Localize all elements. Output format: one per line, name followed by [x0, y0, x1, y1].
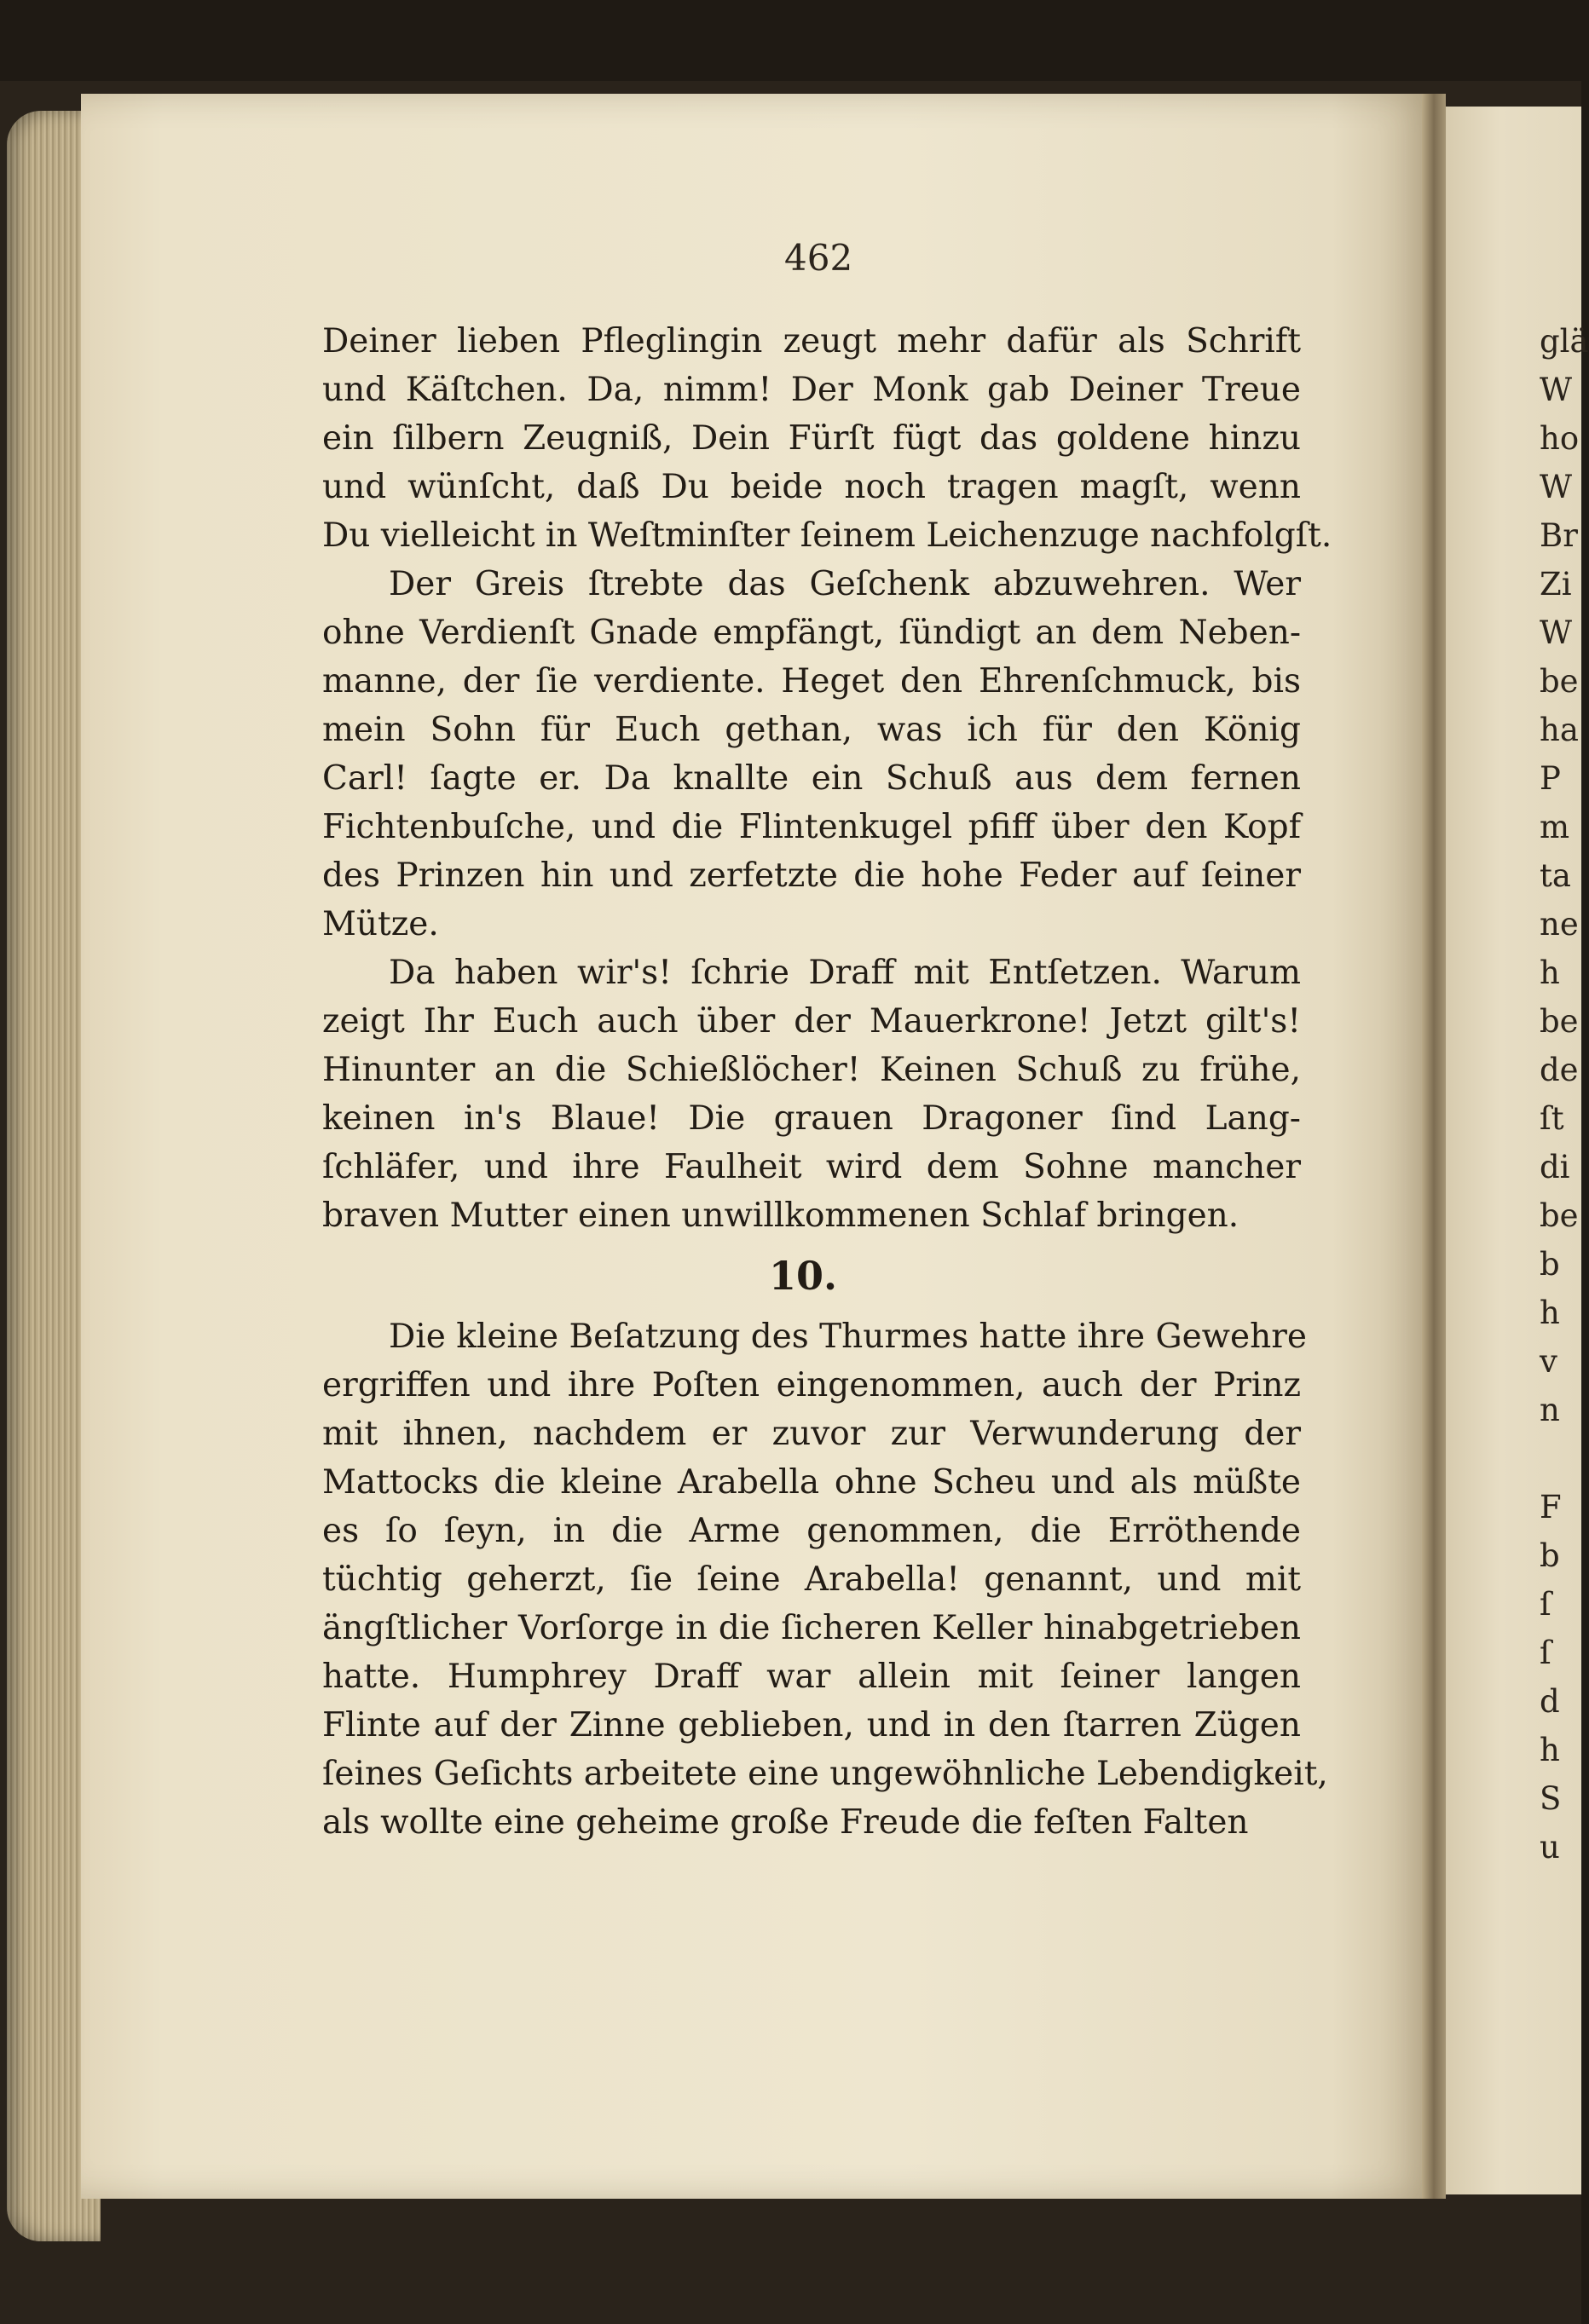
book-gutter — [1422, 94, 1446, 2199]
text-line: und Käſtchen. Da, nimm! Der Monk gab Deiner Treue — [322, 371, 1301, 409]
facing-page-fragment: ha — [1540, 712, 1579, 748]
facing-page-fragment: W — [1540, 372, 1573, 408]
facing-page-fragment: W — [1540, 614, 1573, 651]
text-line: ſchläfer, und ihre Faulheit wird dem Sohne mancher — [322, 1148, 1301, 1186]
facing-page-fragment: d — [1540, 1683, 1560, 1720]
facing-page-fragment: h — [1540, 1295, 1560, 1331]
facing-page-fragment: ſt — [1540, 1100, 1564, 1137]
text-line: Carl! ſagte er. Da knallte ein Schuß aus dem fernen — [322, 759, 1301, 798]
text-line: tüchtig geherzt, ſie ſeine Arabella! genannt, und mit — [322, 1560, 1301, 1599]
facing-page-fragment: di — [1540, 1149, 1570, 1185]
facing-page-fragment: W — [1540, 469, 1573, 505]
text-line: manne, der ſie verdiente. Heget den Ehrenſchmuck, bis — [322, 662, 1301, 701]
facing-page-fragment: P — [1540, 760, 1561, 797]
text-line: Hinunter an die Schießlöcher! Keinen Schuß zu frühe, — [322, 1051, 1301, 1089]
text-line: Du vielleicht in Weſtminſter ſeinem Leichenzuge nachfolgſt. — [322, 516, 1332, 555]
facing-page-fragment: Zi — [1540, 566, 1572, 603]
facing-page-fragment: ſ — [1540, 1586, 1551, 1623]
text-line: ſeines Geſichts arbeitete eine ungewöhnliche Lebendigkeit, — [322, 1755, 1328, 1793]
text-line: keinen in's Blaue! Die grauen Dragoner ſind Lang- — [322, 1099, 1301, 1138]
facing-page-fragment: n — [1540, 1392, 1560, 1428]
facing-page-fragment: b — [1540, 1246, 1560, 1283]
facing-page-fragment: m — [1540, 809, 1570, 845]
facing-page-fragment: ta — [1540, 857, 1571, 894]
text-line: zeigt Ihr Euch auch über der Mauerkrone! Jetzt gilt's! — [322, 1002, 1301, 1041]
text-line: ohne Verdienſt Gnade empfängt, ſündigt an dem Neben- — [322, 614, 1301, 652]
text-line: mein Sohn für Euch gethan, was ich für den König — [322, 711, 1301, 749]
facing-page-fragment: ſ — [1540, 1635, 1551, 1671]
text-line: Fichtenbuſche, und die Flintenkugel pfiff über den Kopf — [322, 808, 1301, 846]
facing-page-fragment: F — [1540, 1489, 1562, 1525]
facing-page-fragment: v — [1540, 1343, 1557, 1380]
facing-page-fragment: be — [1540, 1197, 1579, 1234]
text-line: Mütze. — [322, 905, 439, 943]
facing-page-fragment: be — [1540, 1003, 1579, 1040]
section-heading: 10. — [768, 1253, 838, 1299]
facing-page-fragment: S — [1540, 1780, 1562, 1817]
facing-page-fragment: h — [1540, 1732, 1560, 1768]
facing-page-text-fragments — [1540, 317, 1589, 1871]
text-line: Mattocks die kleine Arabella ohne Scheu und als müßte — [322, 1463, 1301, 1502]
text-line: mit ihnen, nachdem er zuvor zur Verwunderung der — [322, 1415, 1301, 1453]
facing-page-fragment: de — [1540, 1052, 1579, 1088]
text-line: Der Greis ſtrebte das Geſchenk abzuwehren. Wer — [389, 565, 1301, 603]
text-line: Da haben wir's! ſchrie Draff mit Entſetzen. Warum — [389, 954, 1301, 992]
text-line: und wünſcht, daß Du beide noch tragen magſt, wenn — [322, 468, 1301, 506]
text-line: als wollte eine geheime große Freude die feſten Falten — [322, 1803, 1249, 1842]
text-line: hatte. Humphrey Draff war allein mit ſeiner langen — [322, 1658, 1301, 1696]
facing-page-fragment: Br — [1540, 517, 1578, 554]
text-line: ergriffen und ihre Poſten eingenommen, auch der Prinz — [322, 1366, 1301, 1404]
facing-page-fragment: ne — [1540, 906, 1579, 943]
text-line: Flinte auf der Zinne geblieben, und in den ſtarren Zügen — [322, 1706, 1301, 1744]
text-line: Deiner lieben Pfleglingin zeugt mehr dafür als Schrift — [322, 322, 1301, 360]
facing-page-fragment: h — [1540, 954, 1560, 991]
facing-page-fragment — [1540, 1434, 1581, 1483]
text-line: des Prinzen hin und zerfetzte die hohe Feder auf ſeiner — [322, 856, 1301, 895]
text-line: Die kleine Beſatzung des Thurmes hatte ihre Gewehre — [389, 1318, 1307, 1356]
text-line: es ſo ſeyn, in die Arme genommen, die Erröthende — [322, 1512, 1301, 1550]
facing-page-fragment: ho — [1540, 420, 1580, 457]
text-line: braven Mutter einen unwillkommenen Schlaf bringen. — [322, 1197, 1239, 1235]
text-line: ängſtlicher Vorſorge in die ſicheren Keller hinabgetrieben — [322, 1609, 1301, 1647]
facing-page-fragment: be — [1540, 663, 1579, 700]
facing-page-fragment: glä — [1540, 323, 1589, 360]
page-text — [322, 317, 1332, 1847]
facing-page-fragment: u — [1540, 1829, 1560, 1866]
text-line: ein ſilbern Zeugniß, Dein Fürſt fügt das goldene hinzu — [322, 419, 1301, 458]
page-number: 462 — [784, 237, 853, 279]
facing-page-fragment: b — [1540, 1537, 1560, 1574]
